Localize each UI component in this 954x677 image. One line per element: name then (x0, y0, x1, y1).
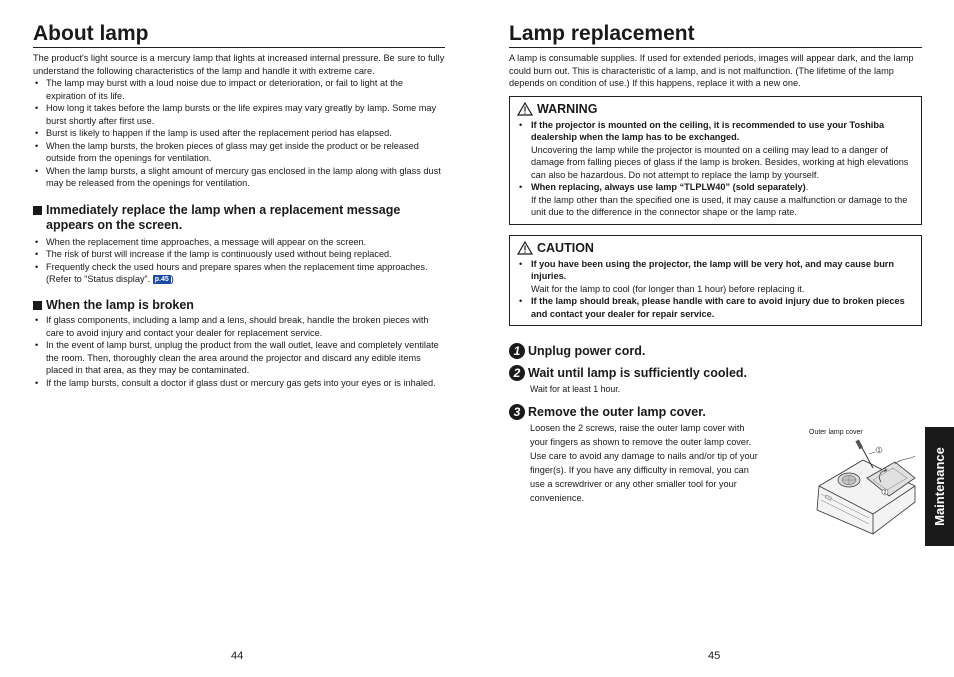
step-number-1-icon: 1 (509, 343, 525, 359)
section-heading-broken: When the lamp is broken (33, 298, 445, 314)
list-item: • The lamp may burst with a loud noise due to impact or deterioration, or fail to light at the expiration of its life. (33, 77, 445, 102)
page-title-lamp-replacement: Lamp replacement (509, 0, 922, 48)
list-item: • When the lamp bursts, a slight amount of mercury gas enclosed in the lamp along with glass dust may be released from the openings for ventilation. (33, 165, 445, 190)
warning-bullets (517, 119, 914, 219)
step-title: Remove the outer lamp cover. (528, 404, 706, 419)
step-number-3-icon: 3 (509, 404, 525, 420)
step-number-2-icon: 2 (509, 365, 525, 381)
caution-box (509, 235, 922, 327)
list-item: • Burst is likely to happen if the lamp is used after the replacement period has elapsed. (33, 127, 445, 140)
square-bullet-icon (33, 206, 42, 215)
list-item: • If the projector is mounted on the ceiling, it is recommended to use your Toshiba dealership when the lamp has to be exchanged. Uncovering the lamp while the projector is mounted on a ceiling may lead to a danger of damage from falling pieces of glass if the lamp is broken. Besides, working at high elevations can also be hazardous. Do not attempt to replace the lamp by yourself. (517, 119, 914, 182)
page-number-right: 45 (708, 650, 721, 662)
step-title: Wait until lamp is sufficiently cooled. (528, 366, 748, 380)
list-item: • If glass components, including a lamp and a lens, should break, handle the broken pieces with care to avoid injury and contact your dealer for replacement service. (33, 314, 445, 339)
list-item: • If you have been using the projector, the lamp will be very hot, and may cause burn injuries. Wait for the lamp to cool (for longer than 1 hour) before replacing it. (517, 258, 914, 296)
list-item: • In the event of lamp burst, unplug the product from the wall outlet, leave and completely ventilate the room. Then, thoroughly clean the area around the projector and discard any edible items placed in that area, as they may be contaminated. (33, 339, 445, 377)
step-1 (509, 343, 922, 359)
section-tab-maintenance: Maintenance (925, 427, 954, 546)
caution-title: CAUTION (517, 240, 914, 256)
step-2 (509, 365, 922, 396)
section-heading-replace: Immediately replace the lamp when a replacement message appears on the screen. (33, 203, 445, 234)
list-item: • When the lamp bursts, the broken pieces of glass may get inside the product or be released outside from the openings for ventilation. (33, 140, 445, 165)
list-item: • Frequently check the used hours and prepare spares when the replacement time approaches. (Refer to “Status display”. p.45 ) (33, 261, 445, 286)
step-text: Wait for at least 1 hour. (530, 384, 621, 394)
figure-marker-2: 2 (883, 490, 887, 496)
list-item: • When replacing, always use lamp “TLPLW40” (sold separately). If the lamp other than the specified one is used, it may cause a malfunction or damage to the unit due to the difference in the connector shape or the lamp rate. (517, 181, 914, 219)
figure-label: Outer lamp cover (809, 429, 863, 436)
about-lamp-bullets (33, 77, 445, 190)
replace-bullets (33, 236, 445, 286)
caution-bullets (517, 258, 914, 321)
warning-box (509, 96, 922, 225)
broken-bullets (33, 314, 445, 389)
list-item: • When the replacement time approaches, a message will appear on the screen. (33, 236, 445, 249)
step-title: Unplug power cord. (528, 344, 646, 358)
figure-marker-1: 1 (877, 448, 881, 454)
lamp-replacement-intro: A lamp is consumable supplies. If used for extended periods, images will appear dark, and the lamp could burn out. This is characteristic of a lamp, and is not malfunction. (The lifetime of the lamp depends on condition of use.) If this happens, replace it with a new one. (509, 53, 914, 88)
warning-triangle-icon (517, 102, 533, 116)
page-title-about-lamp: About lamp (33, 0, 445, 48)
list-item: • If the lamp bursts, consult a doctor if glass dust or mercury gas gets into your eyes or is inhaled. (33, 377, 445, 390)
warning-title: WARNING (517, 101, 914, 117)
step-text: Loosen the 2 screws, raise the outer lamp cover with your fingers as shown to remove the outer lamp cover. Use care to avoid any damage to nails and/or tip of your finger(s). If you have any difficulty in removal, you can use a screwdriver or any other smaller tool for your convenience. (530, 422, 758, 503)
page-number-left: 44 (231, 650, 244, 662)
list-item: • The risk of burst will increase if the lamp is continuously used without being replaced. (33, 248, 445, 261)
list-item: • If the lamp should break, please handle with care to avoid injury due to broken pieces and contact your dealer for repair service. (517, 295, 914, 320)
page-reference-link[interactable]: p.45 (154, 276, 169, 283)
projector-illustration (811, 438, 919, 538)
left-page (33, 0, 445, 389)
caution-triangle-icon (517, 241, 533, 255)
square-bullet-icon (33, 301, 42, 310)
list-item: • How long it takes before the lamp bursts or the life expires may vary greatly by lamp. Some may burst shortly after first use. (33, 102, 445, 127)
about-lamp-intro: The product's light source is a mercury lamp that lights at increased internal pressure. Be sure to fully understand the following characteristics of the lamp and handle it with extreme care. (33, 53, 445, 76)
